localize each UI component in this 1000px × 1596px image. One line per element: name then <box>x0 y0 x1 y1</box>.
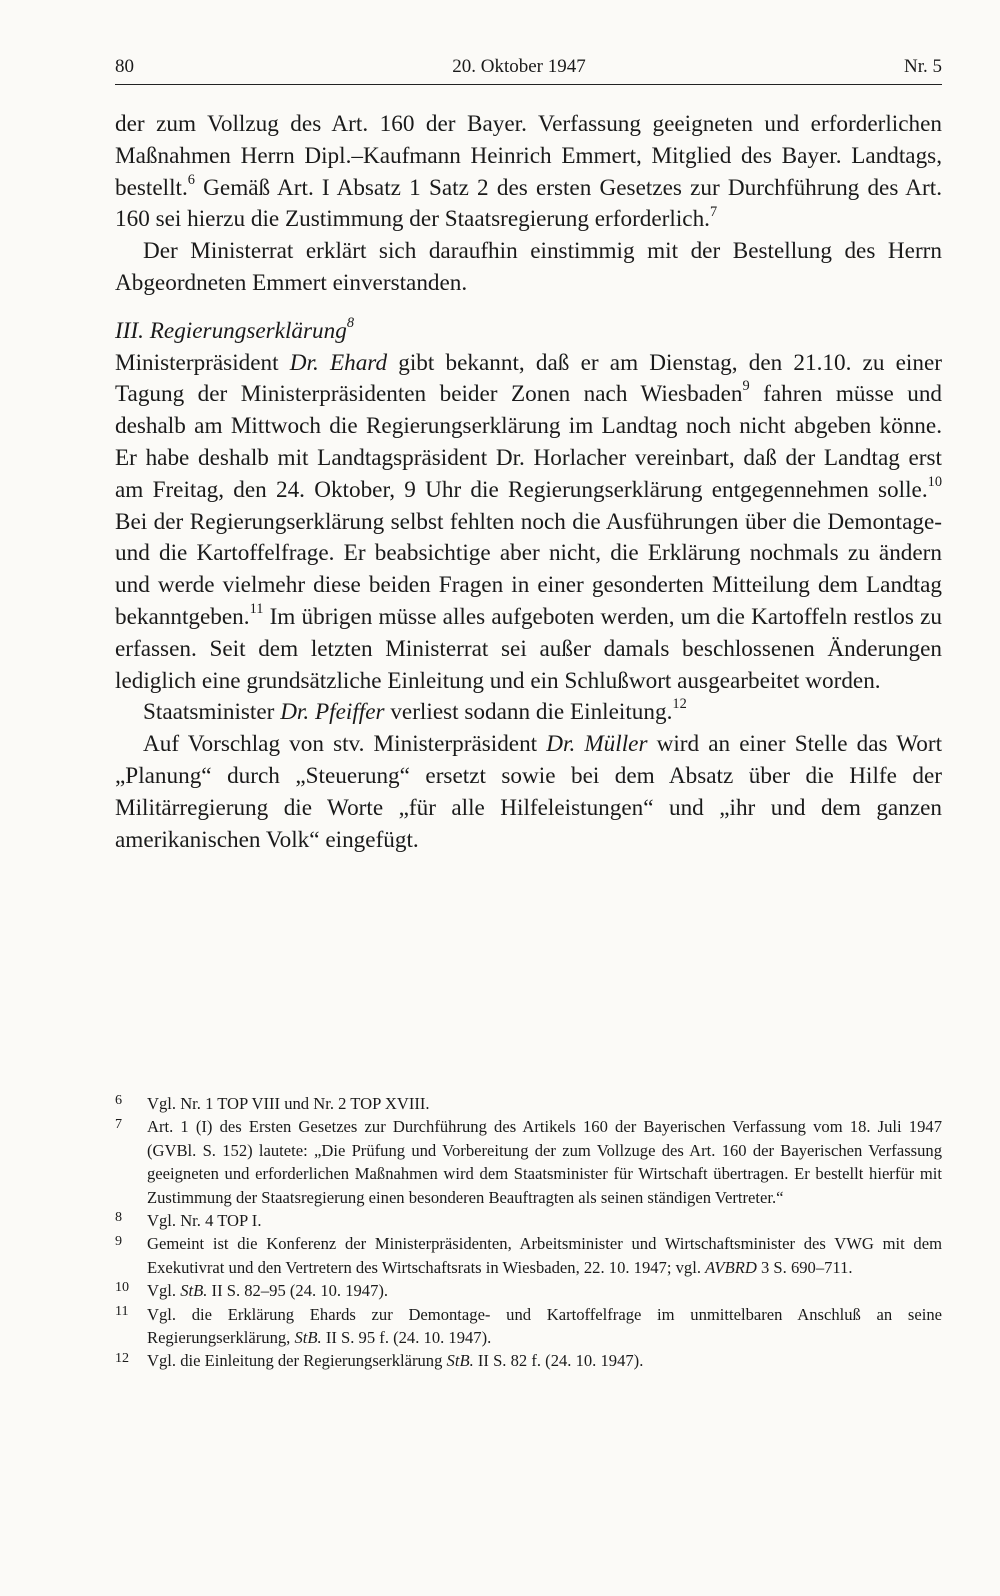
citation-title: AVBRD <box>705 1257 757 1277</box>
text: Vgl. die Erklärung Ehards zur Demontage- und Kartoffelfrage im unmittelbaren Anschluß an seine Regierungserklärung, <box>147 1304 942 1348</box>
text: 3 S. 690–711. <box>756 1257 853 1277</box>
text: Vgl. <box>147 1281 181 1301</box>
paragraph-5 <box>115 729 942 856</box>
text: gibt bekannt, daß er am Dienstag, den 21.10. zu einer Tagung der Ministerpräsidenten beider Zonen nach Wiesbaden <box>115 349 942 408</box>
footnote-text <box>147 1303 942 1350</box>
page <box>115 56 942 856</box>
text: der zum Vollzug des Art. 160 der Bayer. Verfassung geeigneten und erforderlichen Maßnahmen Herrn Dipl.–Kaufmann Heinrich Emmert, Mitglied des Bayer. Landtags, bestellt. <box>115 111 942 201</box>
footnote-ref: 12 <box>672 696 687 713</box>
text: II S. 82–95 (24. 10. 1947). <box>207 1281 389 1301</box>
footnote <box>115 1232 942 1279</box>
text: Vgl. die Einleitung der Regierungserklärung <box>147 1351 447 1371</box>
citation-title: StB. <box>446 1351 474 1371</box>
person-name: Dr. Pfeiffer <box>280 699 385 726</box>
footnote-ref: 6 <box>187 171 195 188</box>
footnote-text <box>147 1349 942 1372</box>
text: Vgl. Nr. 4 TOP I. <box>147 1211 262 1231</box>
footnote-ref: 9 <box>742 378 750 395</box>
text: Vgl. Nr. 1 TOP VIII und Nr. 2 TOP XVIII. <box>147 1094 430 1113</box>
footnote-ref: 7 <box>709 203 718 220</box>
footnote-number: 10 <box>115 1279 130 1296</box>
header-issue: Nr. 5 <box>903 56 942 77</box>
footnote <box>115 1209 942 1232</box>
footnote <box>115 1303 942 1350</box>
text: Ministerpräsident <box>115 349 290 376</box>
footnote-text <box>147 1092 942 1115</box>
text: verliest sodann die Einleitung. <box>384 699 673 726</box>
section-heading <box>115 316 942 348</box>
text: Im übrigen müsse alles aufgeboten werden, um die Kartoffeln restlos zu erfassen. Seit dem letzten Ministerrat sei außer damals beschlossenen Änderungen lediglich eine grundsätzliche Einleitung und ein Schlußwort ausgearbeitet worden. <box>115 603 942 694</box>
footnote-ref: 8 <box>346 314 355 331</box>
text: Staatsminister <box>143 699 281 726</box>
paragraph-3 <box>115 348 942 698</box>
footnote-number: 6 <box>115 1092 123 1109</box>
paragraph-2: Der Ministerrat erklärt sich daraufhin einstimmig mit der Bestellung des Herrn Abgeordneten Emmert einverstanden. <box>115 238 942 296</box>
footnote-number: 9 <box>115 1232 123 1249</box>
footnote-ref: 10 <box>927 473 942 490</box>
person-name: Dr. Müller <box>546 731 648 758</box>
main-text <box>115 109 942 856</box>
text: Auf Vorschlag von stv. Ministerpräsident <box>143 731 547 758</box>
footnote-number: 8 <box>115 1209 123 1226</box>
footnote <box>115 1279 942 1302</box>
paragraph-1 <box>115 109 942 236</box>
footnote-text <box>147 1279 942 1302</box>
citation-title: StB. <box>294 1328 322 1348</box>
heading-text: III. Regierungserklärung <box>115 317 347 344</box>
text: Gemäß Art. I Absatz 1 Satz 2 des ersten Gesetzes zur Durchführung des Art. 160 sei hierzu die Zustimmung der Staatsregierung erforderlich. <box>115 174 942 233</box>
person-name: Dr. Ehard <box>289 349 388 376</box>
paragraph-4 <box>115 697 942 729</box>
footnote <box>115 1115 942 1209</box>
text: Gemeint ist die Konferenz der Ministerpräsidenten, Arbeitsminister und Wirtschaftsminister des VWG mit dem Exekutivrat und den Vertretern des Wirtschaftsrats in Wiesbaden, 22. 10. 1947; vgl. <box>147 1234 942 1277</box>
footnote-text <box>147 1115 942 1209</box>
footnote <box>115 1092 942 1115</box>
footnote-text <box>147 1232 942 1279</box>
footnote-number: 7 <box>115 1115 123 1132</box>
page-number: 80 <box>115 56 134 77</box>
footnotes <box>115 1092 942 1373</box>
footnote-number: 12 <box>115 1349 130 1366</box>
footnote <box>115 1349 942 1372</box>
footnote-text <box>147 1209 942 1232</box>
text: Bei der Regierungserklärung selbst fehlten noch die Ausführungen über die Demontage- und die Kartoffelfrage. Er beabsichtige aber nicht, die Erklärung nochmals zu ändern und werde vielmehr diese beiden Fragen in einer gesonderten Mitteilung dem Landtag bekanntgeben. <box>115 508 942 630</box>
text: wird an einer Stelle das Wort „Planung“ durch „Steuerung“ ersetzt sowie bei dem Absatz über die Hilfe der Militärregierung die Worte „für alle Hilfeleistungen“ und „ihr und dem ganzen amerikanischen Volk“ eingefügt. <box>115 731 943 853</box>
text: fahren müsse und deshalb am Mittwoch die Regierungserklärung im Landtag noch nicht abgeben könne. Er habe deshalb mit Landtagspräsident Dr. Horlacher vereinbart, daß der Landtag erst am Freitag, den 24. Oktober, 9 Uhr die Regierungserklärung entgegennehmen solle. <box>115 381 943 503</box>
header-date: 20. Oktober 1947 <box>452 56 586 77</box>
text: II S. 95 f. (24. 10. 1947). <box>321 1328 492 1348</box>
running-header <box>115 56 942 85</box>
footnote-number: 11 <box>115 1302 129 1319</box>
citation-title: StB. <box>180 1281 208 1301</box>
footnote-ref: 11 <box>249 601 264 618</box>
text: II S. 82 f. (24. 10. 1947). <box>473 1351 644 1371</box>
text: Art. 1 (I) des Ersten Gesetzes zur Durchführung des Artikels 160 der Bayerischen Verfassung vom 18. Juli 1947 (GVBl. S. 152) lautete: „Die Prüfung und Vorbereitung der zum Vollzuge des Art. 160 der Bayerischen Verfassung geeigneten und erforderlichen Maßnahmen wird dem Staatsminister für Wirtschaft übertragen. Er bestellt hierfür mit Zustimmung der Staatsregierung einen besonderen Beauftragten als seinen ständigen Vertreter.“ <box>147 1117 942 1207</box>
